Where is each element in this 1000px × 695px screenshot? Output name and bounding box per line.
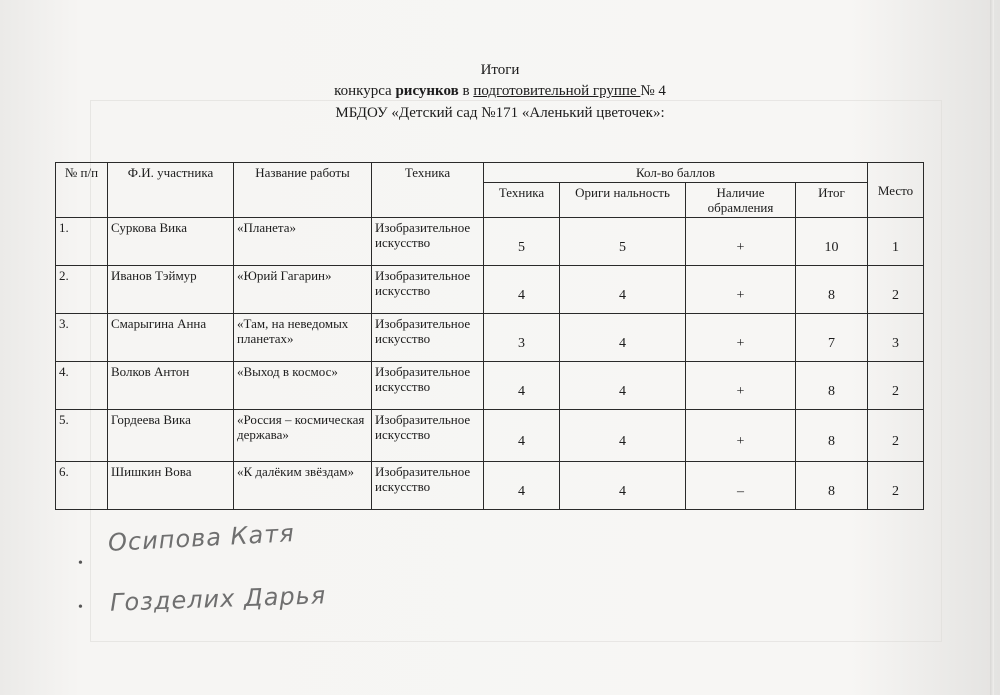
row-tech-score-cell: 5	[484, 218, 560, 266]
row-originality-score-cell: 4	[560, 266, 686, 314]
row-work-cell: «Юрий Гагарин»	[234, 266, 372, 314]
handwritten-name-1: Осипова Катя	[107, 519, 296, 557]
row-frame-cell: –	[686, 462, 796, 510]
bullet-2: •	[78, 600, 83, 615]
row-total-cell: 8	[796, 266, 868, 314]
row-place-cell: 3	[868, 314, 924, 362]
row-work-cell: «Планета»	[234, 218, 372, 266]
title-line-2-suffix: № 4	[640, 83, 666, 99]
row-tech-score-cell: 3	[484, 314, 560, 362]
subheader-technique: Техника	[484, 183, 560, 218]
row-tech-score-cell: 4	[484, 266, 560, 314]
table-row	[56, 266, 924, 314]
title-line-2	[0, 81, 1000, 102]
row-total-cell: 8	[796, 410, 868, 462]
row-name-cell: Суркова Вика	[108, 218, 234, 266]
subheader-frame: Наличие обрамления	[686, 183, 796, 218]
row-total-cell: 7	[796, 314, 868, 362]
title-line-3: МБДОУ «Детский сад №171 «Аленький цветочек»:	[335, 105, 665, 121]
header-technique: Техника	[372, 163, 484, 218]
row-name-cell: Иванов Тэймур	[108, 266, 234, 314]
header-name: Ф.И. участника	[108, 163, 234, 218]
row-frame-cell: +	[686, 314, 796, 362]
results-table	[55, 162, 924, 510]
row-work-cell: «Там, на неведомых планетах»	[234, 314, 372, 362]
row-frame-cell: +	[686, 266, 796, 314]
row-name-cell: Волков Антон	[108, 362, 234, 410]
row-total-cell: 8	[796, 462, 868, 510]
header-num: № п/п	[56, 163, 108, 218]
row-num-cell: 1.	[56, 218, 108, 266]
title-line-2-bold: рисунков	[395, 83, 459, 99]
table-row	[56, 362, 924, 410]
row-num-cell: 5.	[56, 410, 108, 462]
table-header-row	[56, 163, 924, 183]
row-total-cell: 10	[796, 218, 868, 266]
row-originality-score-cell: 4	[560, 410, 686, 462]
title-line-2-prefix: конкурса	[334, 83, 396, 99]
title-line-2-underlined: подготовительной группе	[473, 83, 641, 99]
row-originality-score-cell: 4	[560, 462, 686, 510]
table-row	[56, 314, 924, 362]
row-originality-score-cell: 5	[560, 218, 686, 266]
row-total-cell: 8	[796, 362, 868, 410]
row-num-cell: 6.	[56, 462, 108, 510]
row-place-cell: 1	[868, 218, 924, 266]
row-frame-cell: +	[686, 362, 796, 410]
row-frame-cell: +	[686, 410, 796, 462]
row-name-cell: Шишкин Вова	[108, 462, 234, 510]
row-originality-score-cell: 4	[560, 314, 686, 362]
row-frame-cell: +	[686, 218, 796, 266]
handwritten-name-2: Гозделих Дарья	[109, 581, 327, 617]
table-row	[56, 218, 924, 266]
row-name-cell: Гордеева Вика	[108, 410, 234, 462]
subheader-originality: Ориги нальность	[560, 183, 686, 218]
header-work: Название работы	[234, 163, 372, 218]
row-originality-score-cell: 4	[560, 362, 686, 410]
header-points: Кол-во баллов	[484, 163, 868, 183]
row-place-cell: 2	[868, 266, 924, 314]
title-line-1: Итоги	[480, 62, 520, 78]
title-line-2-mid: в	[458, 83, 474, 99]
row-work-cell: «Россия – космическая держава»	[234, 410, 372, 462]
row-technique-cell: Изобразительное искусство	[372, 462, 484, 510]
row-work-cell: «Выход в космос»	[234, 362, 372, 410]
row-technique-cell: Изобразительное искусство	[372, 314, 484, 362]
row-num-cell: 2.	[56, 266, 108, 314]
row-num-cell: 4.	[56, 362, 108, 410]
row-work-cell: «К далёким звёздам»	[234, 462, 372, 510]
row-technique-cell: Изобразительное искусство	[372, 218, 484, 266]
row-technique-cell: Изобразительное искусство	[372, 410, 484, 462]
row-technique-cell: Изобразительное искусство	[372, 362, 484, 410]
header-place: Место	[868, 163, 924, 218]
bullet-1: •	[78, 556, 83, 571]
row-place-cell: 2	[868, 462, 924, 510]
table-row	[56, 410, 924, 462]
row-tech-score-cell: 4	[484, 462, 560, 510]
row-tech-score-cell: 4	[484, 410, 560, 462]
row-name-cell: Смарыгина Анна	[108, 314, 234, 362]
row-place-cell: 2	[868, 410, 924, 462]
row-place-cell: 2	[868, 362, 924, 410]
table-row	[56, 462, 924, 510]
row-technique-cell: Изобразительное искусство	[372, 266, 484, 314]
row-tech-score-cell: 4	[484, 362, 560, 410]
subheader-total: Итог	[796, 183, 868, 218]
row-num-cell: 3.	[56, 314, 108, 362]
